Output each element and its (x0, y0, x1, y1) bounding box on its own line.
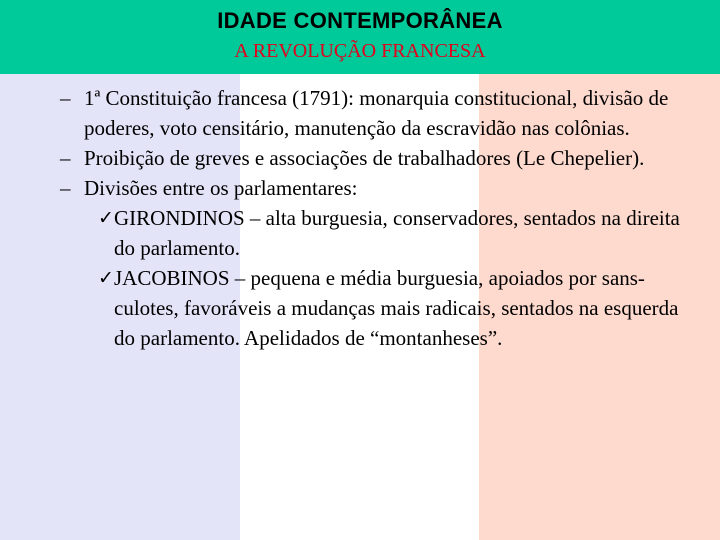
sub-bullet-text: JACOBINOS – pequena e média burguesia, apoiados por sans-culotes, favoráveis a mudanças mais radicais, sentados na esquerda do parlamento. Apelidados de “montanheses”. (114, 266, 679, 350)
dash-marker: – (60, 86, 71, 110)
bullet-strike-ban (0, 143, 700, 173)
sub-bullet-jacobinos (0, 263, 700, 353)
slide-body (0, 83, 720, 353)
checkmark-icon: ✓ (98, 207, 114, 229)
slide-title: IDADE CONTEMPORÂNEA (217, 8, 503, 33)
dash-marker: – (60, 176, 71, 200)
bullet-text: Divisões entre os parlamentares: (84, 176, 358, 200)
sub-bullet-text: GIRONDINOS – alta burguesia, conservadores, sentados na direita do parlamento. (114, 206, 680, 260)
bullet-divisions (0, 173, 700, 203)
checkmark-icon: ✓ (98, 267, 114, 289)
sub-bullet-girondinos (0, 203, 700, 263)
bullet-text: 1ª Constituição francesa (1791): monarquia constitucional, divisão de poderes, voto censitário, manutenção da escravidão nas colônias. (84, 86, 669, 140)
slide-header (0, 0, 720, 74)
dash-marker: – (60, 146, 71, 170)
bullet-constitution (0, 83, 700, 143)
bullet-text: Proibição de greves e associações de trabalhadores (Le Chepelier). (84, 146, 645, 170)
slide-subtitle: A REVOLUÇÃO FRANCESA (234, 40, 486, 62)
